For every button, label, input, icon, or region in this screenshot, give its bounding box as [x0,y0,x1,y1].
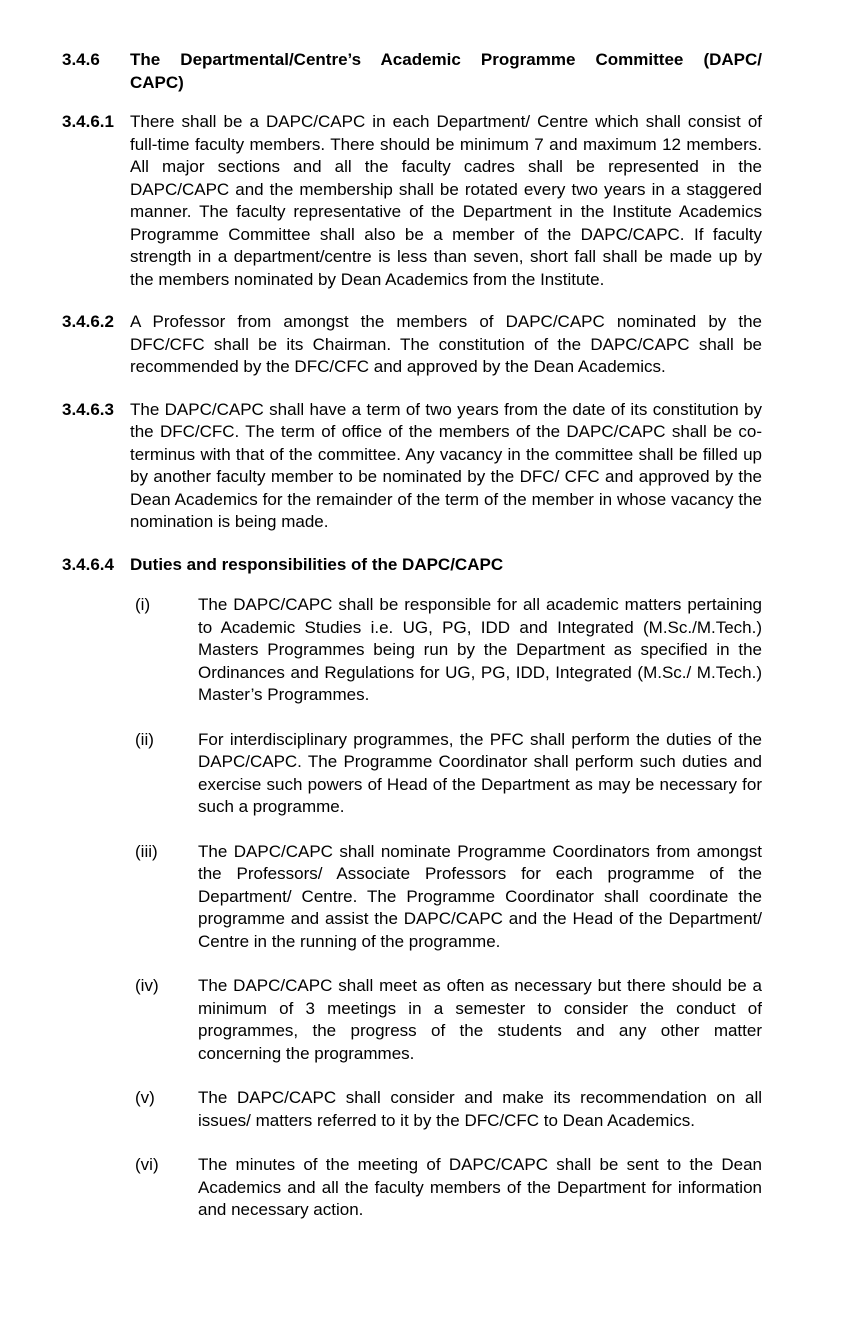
list-item-label: (ii) [135,729,154,749]
section-title-line2: CAPC) [130,72,184,92]
section-3-4-6-2 [62,311,762,379]
section-number: 3.4.6.3 [62,399,114,419]
list-item-text: The DAPC/CAPC shall be responsible for all academic matters pertaining to Academic Studies i.e. UG, PG, IDD and Integrated (M.Sc./M.Tech.) Masters Programmes being run by the Department as specified in the Ordinances and Regulations for UG, PG, IDD, Integrated (M.Sc./ M.Tech.) Master’s Programmes. [198,595,762,704]
list-item-label: (vi) [135,1155,159,1174]
section-number: 3.4.6 [62,50,100,69]
list-item-text: The DAPC/CAPC shall consider and make its recommendation on all issues/ matters referred to it by the DFC/CFC to Dean Academics. [198,1088,762,1130]
list-item-ii [135,729,762,819]
duties-title: Duties and responsibilities of the DAPC/CAPC [130,554,504,574]
list-item-label: (i) [135,595,151,614]
section-number: 3.4.6.1 [62,112,114,131]
section-title-line1: The Departmental/Centre’s Academic Programme Committee (DAPC/ [130,50,762,69]
list-item-text: The DAPC/CAPC shall nominate Programme Coordinators from amongst the Professors/ Associate Professors for each programme of the Department/ Centre. The Programme Coordinator shall coordinate the programme and assist the DAPC/CAPC and the Head of the Department/ Centre in the running of the programme. [198,841,762,951]
duties-block [130,554,762,1222]
list-item-v [135,1087,762,1132]
list-item-label: (v) [135,1088,155,1107]
duties-list [130,594,762,1222]
list-item-vi [135,1154,762,1222]
section-3-4-6-4 [62,554,762,1222]
list-item-label: (iv) [135,976,159,995]
section-3-4-6-3 [62,399,762,534]
section-paragraph: There shall be a DAPC/CAPC in each Department/ Centre which shall consist of full-time faculty members. There should be minimum 7 and maximum 12 members. All major sections and all the faculty cadres shall be represented in the DAPC/CAPC and the membership shall be rotated every two years in a staggered manner. The faculty representative of the Department in the Institute Academics Programme Committee shall also be a member of the DAPC/CAPC. If faculty strength in a department/centre is less than seven, short fall shall be made up by the members nominated by Dean Academics from the Institute. [130,112,762,289]
list-item-iii [135,841,762,954]
section-number: 3.4.6.4 [62,554,114,574]
section-3-4-6 [62,49,762,94]
list-item-text: The minutes of the meeting of DAPC/CAPC shall be sent to the Dean Academics and all the faculty members of the Department for information and necessary action. [198,1155,762,1219]
list-item-text: The DAPC/CAPC shall meet as often as necessary but there should be a minimum of 3 meetings in a semester to consider the conduct of programmes, the progress of the students and any other matter concerning the programmes. [198,976,762,1063]
list-item-text: For interdisciplinary programmes, the PFC shall perform the duties of the DAPC/CAPC. The Programme Coordinator shall perform such duties and exercise such powers of Head of the Department as may be necessary for such a programme. [198,729,762,816]
section-paragraph: The DAPC/CAPC shall have a term of two years from the date of its constitution by the DFC/CFC. The term of office of the members of the DAPC/CAPC shall be co-terminus with that of the committee. Any vacancy in the committee shall be filled up by another faculty member to be nominated by the DFC/ CFC and approved by the Dean Academics for the remainder of the term of the member in whose vacancy the nomination is being made. [130,399,762,531]
list-item-i [135,594,762,707]
section-3-4-6-1 [62,111,762,291]
section-title [130,49,762,94]
section-number: 3.4.6.2 [62,312,114,331]
list-item-iv [135,975,762,1065]
list-item-label: (iii) [135,841,158,861]
section-paragraph: A Professor from amongst the members of DAPC/CAPC nominated by the DFC/CFC shall be its Chairman. The constitution of the DAPC/CAPC shall be recommended by the DFC/CFC and approved by the Dean Academics. [130,312,762,376]
